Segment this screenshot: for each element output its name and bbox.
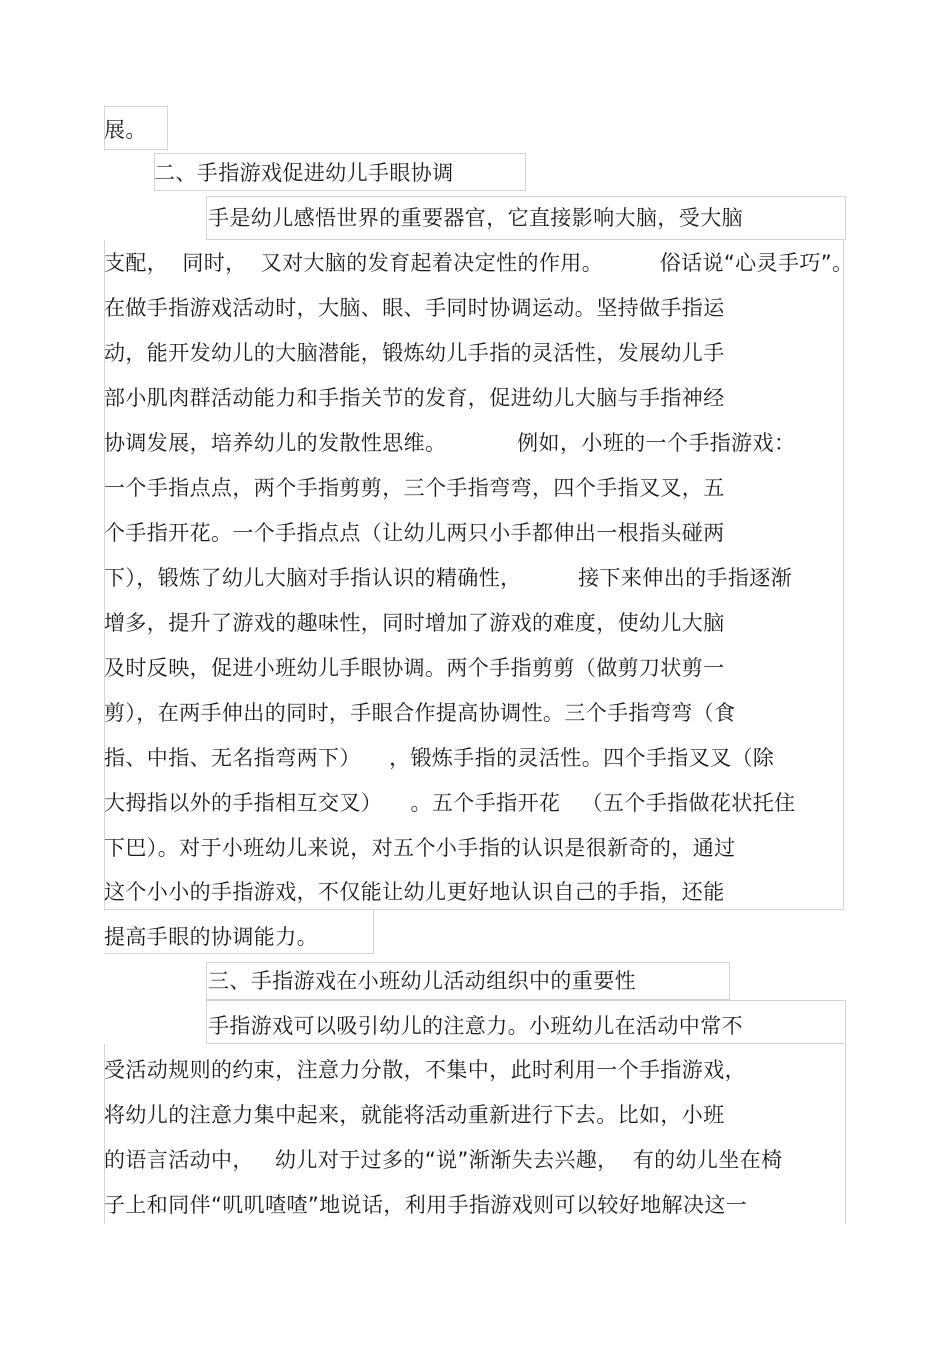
text-line: 部小肌肉群活动能力和手指关节的发育，促进幼儿大脑与手指神经 (104, 386, 725, 410)
text-line: 手指游戏可以吸引幼儿的注意力。小班幼儿在活动中常不 (208, 1014, 743, 1038)
text-line: 这个小小的手指游戏，不仅能让幼儿更好地认识自己的手指，还能 (104, 880, 725, 904)
section-heading: 二、手指游戏促进幼儿手眼协调 (154, 161, 454, 185)
text-line: 受活动规则的约束，注意力分散，不集中，此时利用一个手指游戏， (104, 1058, 746, 1082)
text-line: 大拇指以外的手指相互交叉） 。五个手指开花 （五个手指做花状托住 (104, 791, 796, 815)
text-line: 手是幼儿感悟世界的重要器官，它直接影响大脑，受大脑 (208, 206, 743, 230)
text-line: 下巴）。对于小班幼儿来说，对五个小手指的认识是很新奇的，通过 (104, 836, 736, 860)
text-line: 的语言活动中， 幼儿对于过多的“说”渐渐失去兴趣， 有的幼儿坐在椅 (104, 1148, 783, 1172)
text-line: 及时反映，促进小班幼儿手眼协调。两个手指剪剪（做剪刀状剪一 (104, 656, 725, 680)
text-line: 支配， 同时， 又对大脑的发育起着决定性的作用。 俗话说“心灵手巧”。 (104, 251, 854, 275)
text-line: 增多，提升了游戏的趣味性，同时增加了游戏的难度，使幼儿大脑 (104, 611, 725, 635)
text-line: 一个手指点点，两个手指剪剪，三个手指弯弯，四个手指叉叉，五 (104, 476, 725, 500)
text-line: 子上和同伴“叽叽喳喳”地说话，利用手指游戏则可以较好地解决这一 (104, 1193, 748, 1217)
text-line: 下），锻炼了幼儿大脑对手指认识的精确性， 接下来伸出的手指逐渐 (104, 566, 793, 590)
text-line: 在做手指游戏活动时，大脑、眼、手同时协调运动。坚持做手指运 (104, 296, 725, 320)
text-line: 个手指开花。一个手指点点（让幼儿两只小手都伸出一根指头碰两 (104, 521, 725, 545)
text-line: 提高手眼的协调能力。 (104, 925, 318, 949)
text-line: 剪），在两手伸出的同时，手眼合作提高协调性。三个手指弯弯（食 (104, 701, 736, 725)
text-line: 展。 (104, 118, 147, 142)
text-line: 协调发展，培养幼儿的发散性思维。 例如，小班的一个手指游戏： (104, 431, 796, 455)
text-line: 动，能开发幼儿的大脑潜能，锻炼幼儿手指的灵活性，发展幼儿手 (104, 341, 725, 365)
text-line: 将幼儿的注意力集中起来，就能将活动重新进行下去。比如，小班 (104, 1103, 725, 1127)
section-heading: 三、手指游戏在小班幼儿活动组织中的重要性 (208, 969, 636, 993)
text-line: 指、中指、无名指弯两下） ，锻炼手指的灵活性。四个手指叉叉（除 (104, 746, 775, 770)
